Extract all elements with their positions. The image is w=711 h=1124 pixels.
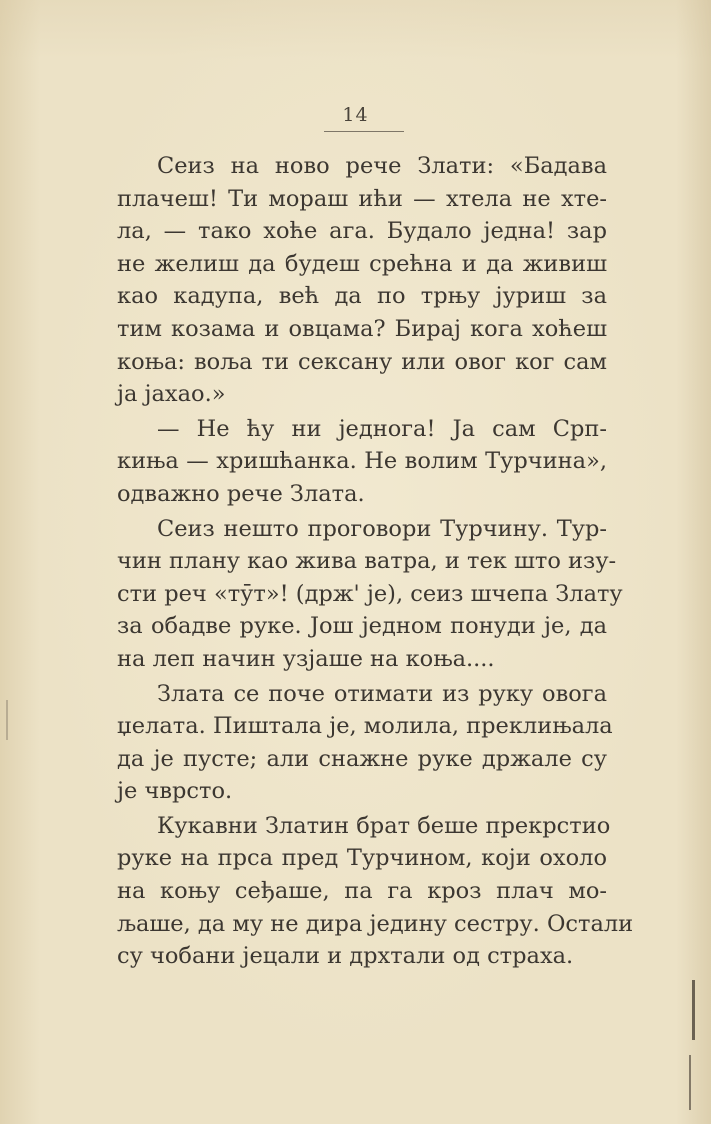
paragraph-3 [117,513,623,676]
text-line: — Не ћу ни једнога! Ја сам Срп- [157,415,607,442]
text-line: за обадве руке. Још једном понуди је, да [117,613,607,640]
text-line: сти реч «тӯт»! (држ' је), сеиз шчепа Злату [117,580,623,607]
text-line: је чврсто. [117,778,233,805]
text-line: ла, — тако хоће ага. Будало једна! зар [117,218,607,245]
text-line: плачеш! Ти мораш ићи — хтела не хте- [117,185,607,212]
text-line: кињa — хришћанка. Не волим Турчина», [117,448,607,475]
text-line: ја јахао.» [117,381,226,408]
text-line: Сеиз на ново рече Злати: «Бадава [157,153,607,179]
text-line: на леп начин узјаше на коња.... [117,645,495,672]
text-line: Злата се поче отимати из руку овога [157,680,607,707]
text-line: Сеиз нешто проговори Турчину. Тур- [157,515,607,542]
text-line: љаше, да му не дира једину сестру. Остали [117,910,634,937]
text-line: чин плану као жива ватра, и тек што изу- [117,548,617,575]
header-rule [324,131,404,132]
text-line: на коњу сеђаше, па га кроз плач мо- [117,878,607,905]
paragraph-2 [117,413,607,511]
text-line: тим козама и овцама? Бирај кога хоћеш [117,315,607,342]
scan-mark [6,700,8,740]
text-line: џелата. Пиштала је, молила, преклињала [117,713,613,740]
text-line: као кадупа, већ да по трњу јуриш за [117,283,607,310]
paragraph-4 [117,678,613,808]
text-line: не желиш да будеш срећна и да живиш [117,250,607,277]
scan-mark [692,980,695,1040]
text-line: коња: вољa ти сексану или овог ког сам [117,348,607,375]
text-line: да је пусте; али снажне руке држале су [117,745,607,772]
paragraph-1 [117,150,607,411]
paragraph-5 [117,810,634,973]
scan-mark [689,1055,691,1110]
text-line: одважно рече Злата. [117,480,365,507]
body-text [117,150,634,973]
page-number: 14 [342,104,369,126]
text-line: руке на прса пред Турчином, који охоло [117,845,607,872]
text-line: Кукавни Златин брат беше прекрстио [157,812,611,839]
text-line: су чобани јецали и дрхтали од страха. [117,943,574,970]
